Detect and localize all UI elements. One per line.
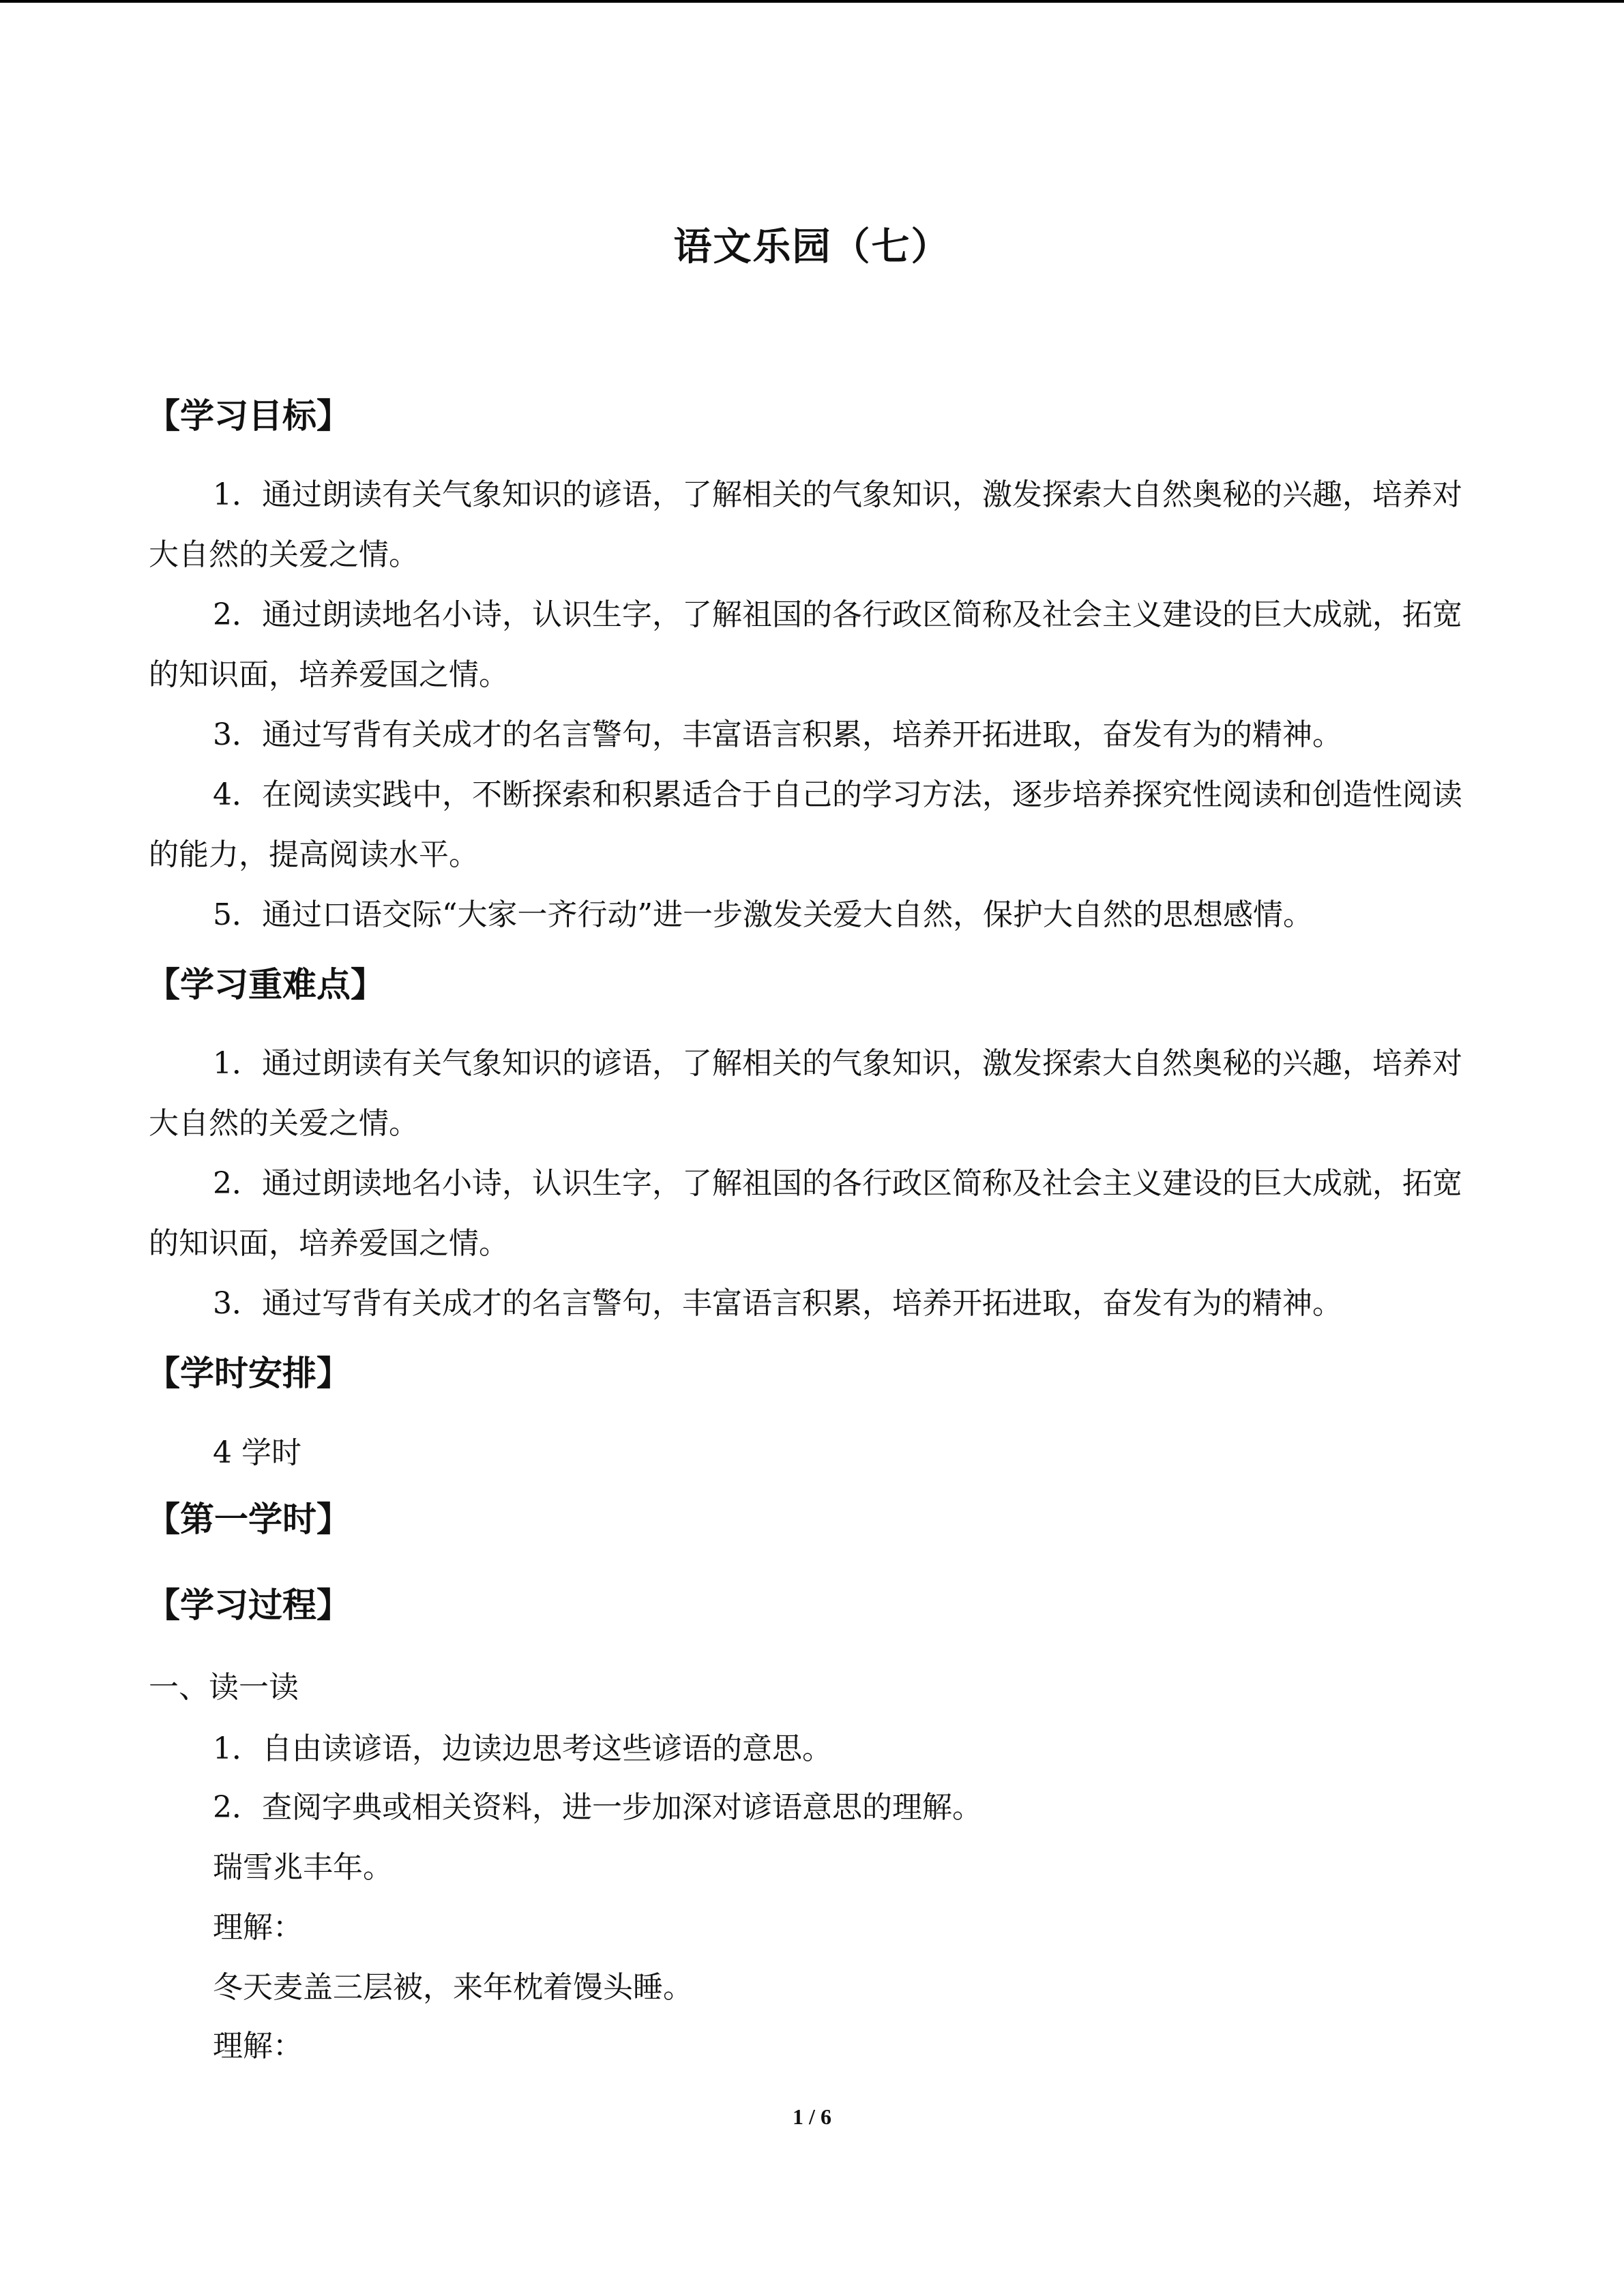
goal-item: 5．通过口语交际“大家一齐行动”进一步激发关爱大自然，保护大自然的思想感情。 [213, 897, 1313, 932]
proverb: 瑞雪兆丰年。 [213, 1850, 393, 1885]
process-step: 2．查阅字典或相关资料，进一步加深对谚语意思的理解。 [213, 1790, 982, 1825]
goal-item: 3．通过写背有关成才的名言警句，丰富语言积累，培养开拓进取，奋发有为的精神。 [213, 717, 1342, 752]
goal-item: 2．通过朗读地名小诗，认识生字，了解祖国的各行政区简称及社会主义建设的巨大成就，拓宽的知识面，培养爱国之情。 [149, 597, 1462, 692]
key-point-item: 1．通过朗读有关气象知识的谚语，了解相关的气象知识，激发探索大自然奥秘的兴趣，培养对大自然的关爱之情。 [149, 1046, 1462, 1141]
section-heading-goals: 【学习目标】 [146, 396, 351, 436]
proverb: 冬天麦盖三层被，来年枕着馒头睡。 [213, 1970, 693, 2005]
section-heading-key-points: 【学习重难点】 [146, 964, 385, 1004]
process-part-title: 一、读一读 [149, 1670, 299, 1705]
key-point-item: 2．通过朗读地名小诗，认识生字，了解祖国的各行政区简称及社会主义建设的巨大成就，拓宽的知识面，培养爱国之情。 [149, 1166, 1462, 1261]
section-heading-schedule: 【学时安排】 [146, 1353, 351, 1393]
section-heading-process: 【学习过程】 [146, 1585, 351, 1625]
goal-item: 4．在阅读实践中，不断探索和积累适合于自己的学习方法，逐步培养探究性阅读和创造性阅读的能力，提高阅读水平。 [149, 777, 1462, 872]
goal-item: 1．通过朗读有关气象知识的谚语，了解相关的气象知识，激发探索大自然奥秘的兴趣，培养对大自然的关爱之情。 [149, 477, 1462, 572]
page-indicator: 1 / 6 [793, 2104, 831, 2129]
understanding-label: 理解： [213, 1910, 303, 1945]
page-title: 语文乐园（七） [673, 224, 951, 269]
process-step: 1．自由读谚语，边读边思考这些谚语的意思。 [213, 1731, 832, 1766]
understanding-label: 理解： [213, 2029, 303, 2063]
schedule-value: 4 学时 [213, 1435, 301, 1470]
top-border [0, 0, 1624, 3]
key-point-item: 3．通过写背有关成才的名言警句，丰富语言积累，培养开拓进取，奋发有为的精神。 [213, 1286, 1342, 1321]
section-heading-first-period: 【第一学时】 [146, 1499, 351, 1539]
